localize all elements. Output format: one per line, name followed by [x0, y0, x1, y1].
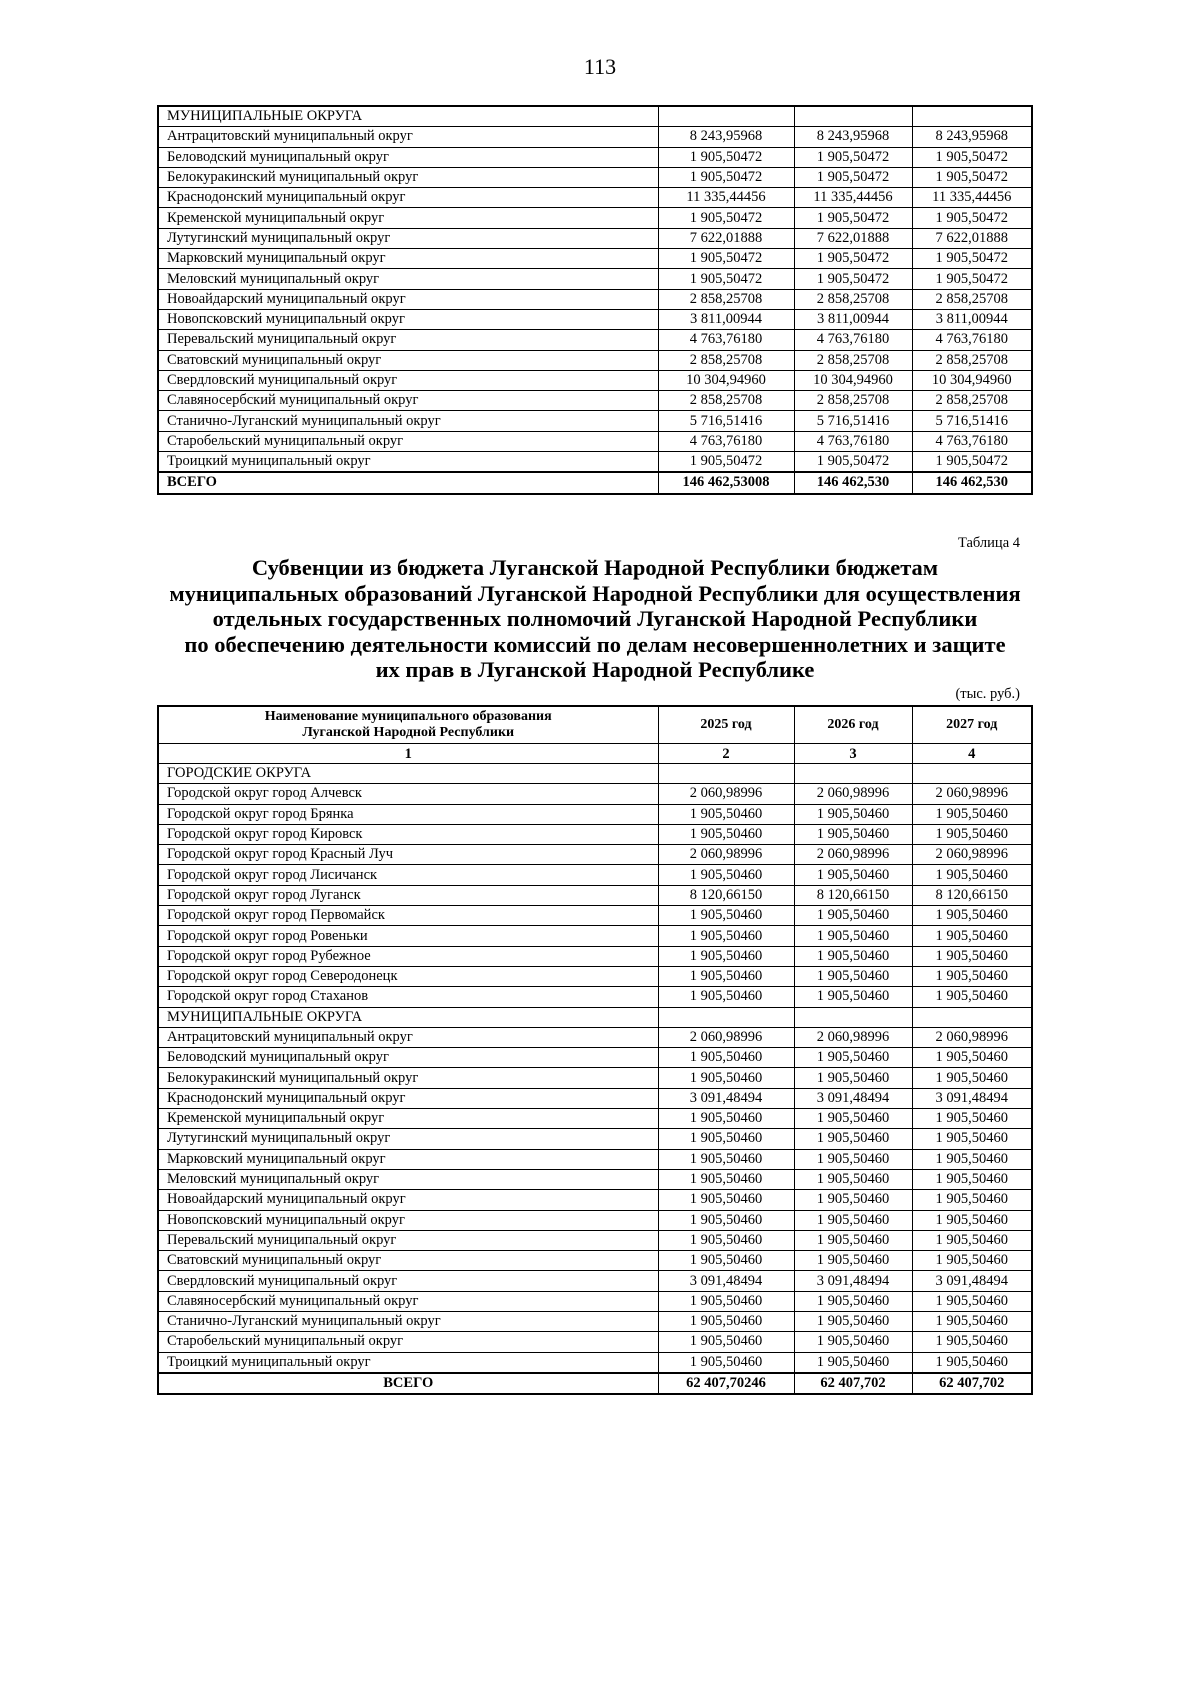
- municipality-name: Троицкий муниципальный округ: [158, 452, 658, 473]
- value-2025: 1 905,50460: [658, 1190, 794, 1210]
- table-label: Таблица 4: [957, 535, 1020, 551]
- municipality-name: МУНИЦИПАЛЬНЫЕ ОКРУГА: [158, 106, 658, 127]
- header-2026: 2026 год: [794, 706, 912, 744]
- value-2025: 1 905,50460: [658, 1230, 794, 1250]
- value-2025: 2 858,25708: [658, 350, 794, 370]
- value-2026: [794, 106, 912, 127]
- municipality-name: Свердловский муниципальный округ: [158, 1271, 658, 1291]
- value-2027: 1 905,50460: [912, 824, 1032, 844]
- value-2026: 1 905,50472: [794, 249, 912, 269]
- table-row: [158, 926, 1032, 946]
- value-2027: 1 905,50460: [912, 1251, 1032, 1271]
- municipality-name: Марковский муниципальный округ: [158, 249, 658, 269]
- value-2025: 8 243,95968: [658, 127, 794, 147]
- value-2026: [794, 764, 912, 784]
- value-2027: [912, 764, 1032, 784]
- value-2026: 2 858,25708: [794, 350, 912, 370]
- table-row: [158, 167, 1032, 187]
- value-2025: 3 091,48494: [658, 1271, 794, 1291]
- value-2027: 1 905,50460: [912, 1129, 1032, 1149]
- table-row: [158, 1251, 1032, 1271]
- value-2025: 1 905,50460: [658, 946, 794, 966]
- municipality-name: Кременской муниципальный округ: [158, 208, 658, 228]
- value-2025: 1 905,50460: [658, 804, 794, 824]
- value-2025: 1 905,50460: [658, 987, 794, 1007]
- municipality-name: Антрацитовский муниципальный округ: [158, 1027, 658, 1047]
- municipality-name: Сватовский муниципальный округ: [158, 350, 658, 370]
- table-row: [158, 370, 1032, 390]
- title-line: муниципальных образований Луганской Народной Республики для осуществления: [169, 580, 1021, 606]
- value-2027: 1 905,50460: [912, 987, 1032, 1007]
- column-number: 4: [912, 744, 1032, 764]
- value-2027: 11 335,44456: [912, 188, 1032, 208]
- value-2025: 1 905,50460: [658, 1332, 794, 1352]
- value-2026: 1 905,50460: [794, 946, 912, 966]
- value-2025: 1 905,50460: [658, 824, 794, 844]
- value-2026: [794, 1007, 912, 1027]
- value-2026: 1 905,50472: [794, 147, 912, 167]
- value-2027: 2 060,98996: [912, 784, 1032, 804]
- value-2026: 1 905,50460: [794, 987, 912, 1007]
- value-2026: 2 060,98996: [794, 845, 912, 865]
- municipality-name: Сватовский муниципальный округ: [158, 1251, 658, 1271]
- municipality-name: Троицкий муниципальный округ: [158, 1352, 658, 1373]
- value-2026: 1 905,50460: [794, 1149, 912, 1169]
- column-number: 3: [794, 744, 912, 764]
- value-2025: 5 716,51416: [658, 411, 794, 431]
- value-2025: 1 905,50460: [658, 926, 794, 946]
- value-2025: 4 763,76180: [658, 431, 794, 451]
- municipality-name: Славяносербский муниципальный округ: [158, 1291, 658, 1311]
- value-2026: 2 858,25708: [794, 391, 912, 411]
- municipality-name: Городской округ город Луганск: [158, 885, 658, 905]
- value-2027: 1 905,50460: [912, 1291, 1032, 1311]
- table-row: [158, 1169, 1032, 1189]
- municipality-name: Городской округ город Ровеньки: [158, 926, 658, 946]
- value-2027: 2 858,25708: [912, 289, 1032, 309]
- municipality-name: Беловодский муниципальный округ: [158, 147, 658, 167]
- section-row: [158, 1007, 1032, 1027]
- value-2027: 1 905,50460: [912, 926, 1032, 946]
- municipality-name: Городской округ город Стаханов: [158, 987, 658, 1007]
- table-row: [158, 1027, 1032, 1047]
- value-2025: 10 304,94960: [658, 370, 794, 390]
- value-2027: 1 905,50460: [912, 1332, 1032, 1352]
- value-2026: 3 091,48494: [794, 1088, 912, 1108]
- table-row: [158, 330, 1032, 350]
- municipality-name: Марковский муниципальный округ: [158, 1149, 658, 1169]
- municipality-name: Новопсковский муниципальный округ: [158, 309, 658, 329]
- value-2026: 1 905,50460: [794, 966, 912, 986]
- value-2025: 1 905,50472: [658, 269, 794, 289]
- value-2026: 1 905,50460: [794, 1169, 912, 1189]
- municipality-name: Перевальский муниципальный округ: [158, 1230, 658, 1250]
- table-row: [158, 350, 1032, 370]
- value-2027: 7 622,01888: [912, 228, 1032, 248]
- value-2026: 4 763,76180: [794, 330, 912, 350]
- value-2026: 1 905,50460: [794, 1251, 912, 1271]
- value-2027: 2 858,25708: [912, 391, 1032, 411]
- value-2025: 1 905,50460: [658, 906, 794, 926]
- value-2025: [658, 764, 794, 784]
- value-2025: 2 060,98996: [658, 784, 794, 804]
- table-row: [158, 1312, 1032, 1332]
- value-2026: 1 905,50460: [794, 1210, 912, 1230]
- municipality-name: Новоайдарский муниципальный округ: [158, 1190, 658, 1210]
- municipality-name: Свердловский муниципальный округ: [158, 370, 658, 390]
- table-row: [158, 188, 1032, 208]
- value-2027: 1 905,50472: [912, 452, 1032, 473]
- title-line: Субвенции из бюджета Луганской Народной Республики бюджетам: [251, 555, 939, 580]
- table-row: [158, 1210, 1032, 1230]
- table-row: [158, 1149, 1032, 1169]
- table-row: [158, 1088, 1032, 1108]
- value-2027: 3 811,00944: [912, 309, 1032, 329]
- value-2025: 1 905,50460: [658, 1169, 794, 1189]
- table-4: [157, 705, 1033, 1395]
- table-row: [158, 966, 1032, 986]
- value-2027: 1 905,50460: [912, 1210, 1032, 1230]
- value-2027: 1 905,50472: [912, 208, 1032, 228]
- municipality-name: Городской округ город Брянка: [158, 804, 658, 824]
- value-2027: 8 120,66150: [912, 885, 1032, 905]
- value-2026: 1 905,50460: [794, 1312, 912, 1332]
- table-row: [158, 1291, 1032, 1311]
- municipality-name: Городской округ город Рубежное: [158, 946, 658, 966]
- value-2025: [658, 106, 794, 127]
- table-body: [158, 764, 1032, 1395]
- value-2027: 3 091,48494: [912, 1271, 1032, 1291]
- value-2027: 1 905,50472: [912, 167, 1032, 187]
- table-row: [158, 1068, 1032, 1088]
- value-2027: 4 763,76180: [912, 330, 1032, 350]
- value-2025: 62 407,70246: [658, 1373, 794, 1394]
- value-2026: 1 905,50460: [794, 865, 912, 885]
- value-2025: 3 091,48494: [658, 1088, 794, 1108]
- header-row: [158, 706, 1032, 744]
- value-2025: 1 905,50472: [658, 167, 794, 187]
- table-row: [158, 289, 1032, 309]
- municipality-name: Меловский муниципальный округ: [158, 1169, 658, 1189]
- value-2027: 2 060,98996: [912, 1027, 1032, 1047]
- municipality-name: Меловский муниципальный округ: [158, 269, 658, 289]
- municipality-name: Беловодский муниципальный округ: [158, 1048, 658, 1068]
- value-2026: 1 905,50460: [794, 1190, 912, 1210]
- value-2027: 1 905,50460: [912, 804, 1032, 824]
- value-2025: 1 905,50472: [658, 249, 794, 269]
- table-row: [158, 784, 1032, 804]
- value-2027: [912, 106, 1032, 127]
- table-title: [150, 555, 1040, 683]
- value-2027: 4 763,76180: [912, 431, 1032, 451]
- municipality-name: Краснодонский муниципальный округ: [158, 188, 658, 208]
- value-2025: 1 905,50472: [658, 208, 794, 228]
- value-2025: 1 905,50460: [658, 1251, 794, 1271]
- title-line: отдельных государственных полномочий Луганской Народной Республики: [212, 606, 978, 631]
- table-row: [158, 987, 1032, 1007]
- municipality-name: Городской округ город Красный Луч: [158, 845, 658, 865]
- value-2025: 1 905,50460: [658, 1048, 794, 1068]
- value-2025: 1 905,50460: [658, 1312, 794, 1332]
- table-row: [158, 1332, 1032, 1352]
- value-2027: 1 905,50460: [912, 946, 1032, 966]
- value-2026: 3 091,48494: [794, 1271, 912, 1291]
- value-2025: 1 905,50472: [658, 452, 794, 473]
- municipality-name: Кременской муниципальный округ: [158, 1109, 658, 1129]
- table-row: [158, 885, 1032, 905]
- value-2026: 1 905,50460: [794, 1291, 912, 1311]
- table-body: [158, 106, 1032, 494]
- value-2027: 1 905,50472: [912, 147, 1032, 167]
- value-2025: 2 858,25708: [658, 391, 794, 411]
- header-name: Наименование муниципального образования Луганской Народной Республики: [158, 706, 658, 744]
- value-2026: 1 905,50472: [794, 452, 912, 473]
- value-2026: 2 060,98996: [794, 784, 912, 804]
- value-2025: 11 335,44456: [658, 188, 794, 208]
- table-row: [158, 391, 1032, 411]
- value-2027: 1 905,50460: [912, 1109, 1032, 1129]
- total-row: [158, 1373, 1032, 1394]
- value-2027: 1 905,50460: [912, 966, 1032, 986]
- value-2027: 1 905,50460: [912, 1048, 1032, 1068]
- value-2026: 1 905,50472: [794, 208, 912, 228]
- value-2026: 1 905,50460: [794, 1352, 912, 1373]
- value-2026: 3 811,00944: [794, 309, 912, 329]
- value-2027: 3 091,48494: [912, 1088, 1032, 1108]
- title-line: их прав в Луганской Народной Республике: [375, 657, 815, 682]
- municipality-name: Славяносербский муниципальный округ: [158, 391, 658, 411]
- value-2027: 1 905,50460: [912, 906, 1032, 926]
- table-row: [158, 865, 1032, 885]
- value-2027: 62 407,702: [912, 1373, 1032, 1394]
- municipality-name: Городской округ город Кировск: [158, 824, 658, 844]
- value-2026: 1 905,50460: [794, 1129, 912, 1149]
- municipality-name: Новоайдарский муниципальный округ: [158, 289, 658, 309]
- value-2027: 1 905,50460: [912, 1230, 1032, 1250]
- value-2027: 10 304,94960: [912, 370, 1032, 390]
- value-2025: 1 905,50460: [658, 1149, 794, 1169]
- municipality-name: Лутугинский муниципальный округ: [158, 228, 658, 248]
- municipality-name: Антрацитовский муниципальный округ: [158, 127, 658, 147]
- value-2026: 10 304,94960: [794, 370, 912, 390]
- table-row: [158, 452, 1032, 473]
- value-2025: 3 811,00944: [658, 309, 794, 329]
- value-2026: 1 905,50460: [794, 1332, 912, 1352]
- value-2025: 1 905,50472: [658, 147, 794, 167]
- value-2026: 1 905,50460: [794, 804, 912, 824]
- value-2025: 1 905,50460: [658, 966, 794, 986]
- value-2025: 146 462,53008: [658, 472, 794, 493]
- total-row: [158, 472, 1032, 493]
- municipality-name: Перевальский муниципальный округ: [158, 330, 658, 350]
- value-2026: 1 905,50472: [794, 269, 912, 289]
- value-2025: 1 905,50460: [658, 1210, 794, 1230]
- value-2027: 1 905,50460: [912, 1169, 1032, 1189]
- header-2027: 2027 год: [912, 706, 1032, 744]
- value-2026: 1 905,50460: [794, 1068, 912, 1088]
- municipality-name: Краснодонский муниципальный округ: [158, 1088, 658, 1108]
- value-2026: 1 905,50460: [794, 906, 912, 926]
- value-2026: 8 243,95968: [794, 127, 912, 147]
- value-2025: 1 905,50460: [658, 1352, 794, 1373]
- value-2027: [912, 1007, 1032, 1027]
- value-2027: 1 905,50460: [912, 1068, 1032, 1088]
- table-row: [158, 127, 1032, 147]
- value-2025: 1 905,50460: [658, 1068, 794, 1088]
- table-3-continuation: [157, 105, 1033, 495]
- column-number: 2: [658, 744, 794, 764]
- table-row: [158, 1230, 1032, 1250]
- value-2025: 7 622,01888: [658, 228, 794, 248]
- value-2026: 5 716,51416: [794, 411, 912, 431]
- municipality-name: Новопсковский муниципальный округ: [158, 1210, 658, 1230]
- column-number-row: [158, 744, 1032, 764]
- value-2026: 1 905,50460: [794, 1230, 912, 1250]
- value-2027: 5 716,51416: [912, 411, 1032, 431]
- value-2027: 8 243,95968: [912, 127, 1032, 147]
- municipality-name: Лутугинский муниципальный округ: [158, 1129, 658, 1149]
- table-row: [158, 906, 1032, 926]
- value-2027: 1 905,50460: [912, 1312, 1032, 1332]
- value-2026: 1 905,50460: [794, 1048, 912, 1068]
- value-2026: 1 905,50472: [794, 167, 912, 187]
- value-2026: 8 120,66150: [794, 885, 912, 905]
- table-row: [158, 1129, 1032, 1149]
- municipality-name: Городской округ город Первомайск: [158, 906, 658, 926]
- column-number: 1: [158, 744, 658, 764]
- value-2026: 2 060,98996: [794, 1027, 912, 1047]
- table-row: [158, 208, 1032, 228]
- value-2027: 2 060,98996: [912, 845, 1032, 865]
- municipality-name: ВСЕГО: [158, 1373, 658, 1394]
- table-row: [158, 824, 1032, 844]
- value-2025: 1 905,50460: [658, 1291, 794, 1311]
- value-2026: 1 905,50460: [794, 824, 912, 844]
- value-2025: 8 120,66150: [658, 885, 794, 905]
- value-2026: 146 462,530: [794, 472, 912, 493]
- municipality-name: Городской округ город Лисичанск: [158, 865, 658, 885]
- section-row: [158, 106, 1032, 127]
- table-row: [158, 1048, 1032, 1068]
- value-2027: 146 462,530: [912, 472, 1032, 493]
- value-2026: 2 858,25708: [794, 289, 912, 309]
- value-2027: 1 905,50472: [912, 249, 1032, 269]
- value-2026: 4 763,76180: [794, 431, 912, 451]
- municipality-name: ВСЕГО: [158, 472, 658, 493]
- table-row: [158, 249, 1032, 269]
- value-2026: 62 407,702: [794, 1373, 912, 1394]
- value-2026: 1 905,50460: [794, 1109, 912, 1129]
- table-row: [158, 804, 1032, 824]
- title-line: по обеспечению деятельности комиссий по делам несовершеннолетних и защите: [184, 631, 1006, 657]
- municipality-name: Городской округ город Северодонецк: [158, 966, 658, 986]
- table-row: [158, 845, 1032, 865]
- municipality-name: МУНИЦИПАЛЬНЫЕ ОКРУГА: [158, 1007, 658, 1027]
- table-row: [158, 411, 1032, 431]
- municipality-name: Белокуракинский муниципальный округ: [158, 1068, 658, 1088]
- value-2026: 11 335,44456: [794, 188, 912, 208]
- municipality-name: Городской округ город Алчевск: [158, 784, 658, 804]
- table-row: [158, 431, 1032, 451]
- value-2027: 1 905,50460: [912, 1352, 1032, 1373]
- value-2025: 2 858,25708: [658, 289, 794, 309]
- value-2026: 1 905,50460: [794, 926, 912, 946]
- table-row: [158, 946, 1032, 966]
- table-row: [158, 228, 1032, 248]
- units-label: (тыс. руб.): [955, 686, 1020, 702]
- value-2027: 1 905,50460: [912, 1149, 1032, 1169]
- value-2027: 1 905,50460: [912, 1190, 1032, 1210]
- municipality-name: ГОРОДСКИЕ ОКРУГА: [158, 764, 658, 784]
- value-2027: 2 858,25708: [912, 350, 1032, 370]
- header-2025: 2025 год: [658, 706, 794, 744]
- value-2025: 4 763,76180: [658, 330, 794, 350]
- value-2025: 1 905,50460: [658, 1129, 794, 1149]
- value-2025: 1 905,50460: [658, 865, 794, 885]
- table-row: [158, 1352, 1032, 1373]
- value-2027: 1 905,50472: [912, 269, 1032, 289]
- table-row: [158, 309, 1032, 329]
- value-2025: 2 060,98996: [658, 845, 794, 865]
- page-number: 113: [583, 54, 617, 79]
- value-2026: 7 622,01888: [794, 228, 912, 248]
- table-row: [158, 1109, 1032, 1129]
- municipality-name: Станично-Луганский муниципальный округ: [158, 411, 658, 431]
- table-row: [158, 269, 1032, 289]
- value-2025: 1 905,50460: [658, 1109, 794, 1129]
- table-row: [158, 147, 1032, 167]
- value-2025: 2 060,98996: [658, 1027, 794, 1047]
- municipality-name: Старобельский муниципальный округ: [158, 1332, 658, 1352]
- value-2027: 1 905,50460: [912, 865, 1032, 885]
- municipality-name: Старобельский муниципальный округ: [158, 431, 658, 451]
- municipality-name: Белокуракинский муниципальный округ: [158, 167, 658, 187]
- municipality-name: Станично-Луганский муниципальный округ: [158, 1312, 658, 1332]
- table-row: [158, 1271, 1032, 1291]
- table-row: [158, 1190, 1032, 1210]
- value-2025: [658, 1007, 794, 1027]
- section-row: [158, 764, 1032, 784]
